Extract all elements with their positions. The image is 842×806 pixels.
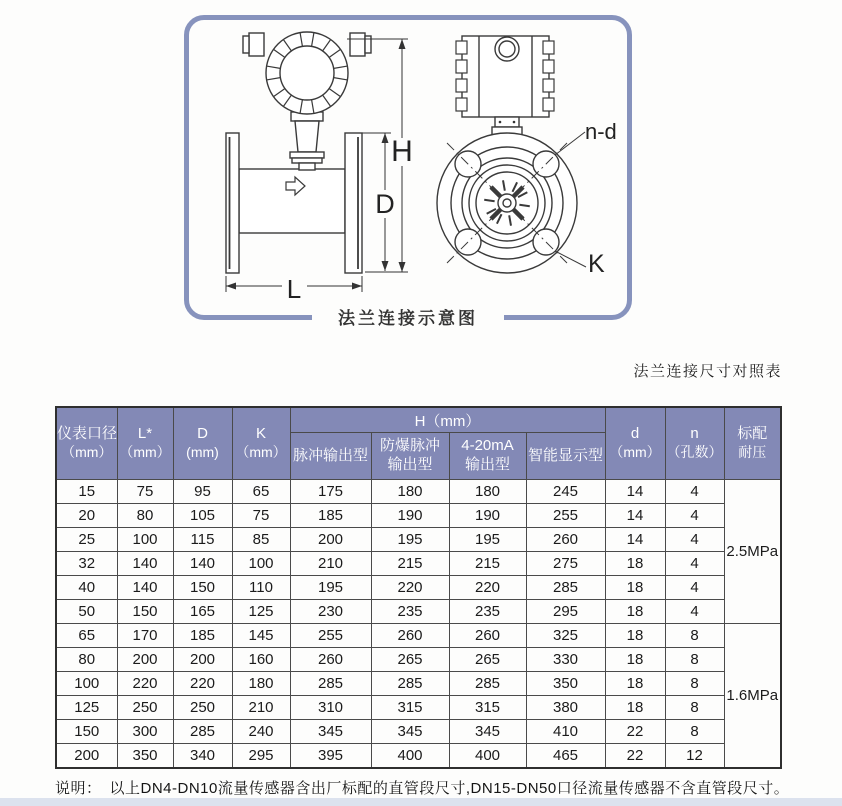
table-row: [56, 624, 781, 648]
bolt-circle-label: K: [588, 250, 605, 278]
header-l: L* （mm）: [117, 407, 173, 480]
dimension-label-h: H: [391, 135, 413, 168]
header-k: K （mm）: [232, 407, 290, 480]
table-cell: 175: [290, 480, 371, 504]
table-cell: 4: [665, 552, 724, 576]
table-cell: 75: [117, 480, 173, 504]
side-view: [226, 32, 371, 273]
right-flange: [345, 133, 362, 273]
table-cell: 410: [526, 720, 605, 744]
table-cell: 18: [605, 648, 665, 672]
table-cell: 210: [290, 552, 371, 576]
table-row: [56, 648, 781, 672]
table-cell: 300: [117, 720, 173, 744]
table-cell: 220: [173, 672, 232, 696]
table-cell: 180: [371, 480, 449, 504]
table-cell: 235: [449, 600, 526, 624]
table-cell: 22: [605, 744, 665, 769]
table-cell: 65: [232, 480, 290, 504]
table-cell: 85: [232, 528, 290, 552]
header-n: n （孔数）: [665, 407, 724, 480]
note: [55, 777, 789, 798]
table-cell: 310: [290, 696, 371, 720]
table-cell: 220: [117, 672, 173, 696]
table-cell: 255: [290, 624, 371, 648]
table-cell: 200: [117, 648, 173, 672]
table-cell: 125: [56, 696, 117, 720]
pressure-cell: 2.5MPa: [724, 480, 781, 624]
bolt-spec-label: n-d: [585, 119, 617, 144]
table-row: [56, 720, 781, 744]
table-cell: 340: [173, 744, 232, 769]
page-edge-shadow: [0, 798, 842, 806]
table-cell: 14: [605, 504, 665, 528]
table-cell: 315: [449, 696, 526, 720]
table-cell: 18: [605, 696, 665, 720]
header-smart-type: 智能显示型: [526, 433, 605, 480]
table-cell: 285: [290, 672, 371, 696]
table-cell: 150: [56, 720, 117, 744]
table-cell: 8: [665, 672, 724, 696]
table-cell: 100: [232, 552, 290, 576]
table-cell: 400: [371, 744, 449, 769]
table-cell: 285: [371, 672, 449, 696]
table-cell: 4: [665, 576, 724, 600]
header-pressure: 标配 耐压: [724, 407, 781, 480]
table-cell: 465: [526, 744, 605, 769]
table-cell: 285: [526, 576, 605, 600]
header-exproof-type: 防爆脉冲 输出型: [371, 433, 449, 480]
note-text: 以上DN4-DN10流量传感器含出厂标配的直管段尺寸,DN15-DN50口径流量传感器不含直管段尺寸。: [109, 780, 790, 797]
table-cell: 285: [173, 720, 232, 744]
table-cell: 115: [173, 528, 232, 552]
table-cell: 295: [232, 744, 290, 769]
table-cell: 395: [290, 744, 371, 769]
table-cell: 230: [290, 600, 371, 624]
transmitter-stem: [290, 112, 324, 170]
dimension-label-l: L: [286, 274, 302, 304]
table-row: [56, 600, 781, 624]
table-cell: 4: [665, 528, 724, 552]
table-cell: 4: [665, 504, 724, 528]
table-cell: 195: [371, 528, 449, 552]
table-cell: 255: [526, 504, 605, 528]
header-420ma-type: 4-20mA 输出型: [449, 433, 526, 480]
table-row: [56, 576, 781, 600]
table-cell: 14: [605, 528, 665, 552]
header-bore: 仪表口径 （mm）: [56, 407, 117, 480]
table-cell: 8: [665, 648, 724, 672]
dimension-label-d: D: [375, 189, 395, 219]
table-cell: 140: [173, 552, 232, 576]
table-cell: 200: [290, 528, 371, 552]
table-cell: 25: [56, 528, 117, 552]
table-cell: 8: [665, 696, 724, 720]
header-d-flange: D (mm): [173, 407, 232, 480]
table-cell: 150: [117, 600, 173, 624]
table-cell: 40: [56, 576, 117, 600]
table-cell: 185: [173, 624, 232, 648]
flowmeter-drawing: [189, 20, 627, 315]
table-cell: 18: [605, 624, 665, 648]
table-cell: 265: [449, 648, 526, 672]
pressure-cell: 1.6MPa: [724, 624, 781, 769]
table-cell: 215: [371, 552, 449, 576]
table-cell: 100: [117, 528, 173, 552]
table-row: [56, 696, 781, 720]
table-cell: 345: [371, 720, 449, 744]
table-cell: 380: [526, 696, 605, 720]
table-cell: 315: [371, 696, 449, 720]
transmitter-head: [243, 32, 371, 114]
table-cell: 8: [665, 624, 724, 648]
table-cell: 65: [56, 624, 117, 648]
table-cell: 180: [449, 480, 526, 504]
table-cell: 260: [371, 624, 449, 648]
diagram-caption: 法兰连接示意图: [312, 304, 504, 329]
table-cell: 220: [449, 576, 526, 600]
table-cell: 350: [526, 672, 605, 696]
table-cell: 4: [665, 600, 724, 624]
table-cell: 95: [173, 480, 232, 504]
table-cell: 260: [449, 624, 526, 648]
table-cell: 80: [117, 504, 173, 528]
table-body: [56, 480, 781, 769]
table-cell: 245: [526, 480, 605, 504]
table-row: [56, 528, 781, 552]
header-h-group: H（mm）: [290, 407, 605, 433]
table-cell: 235: [371, 600, 449, 624]
table-cell: 325: [526, 624, 605, 648]
table-cell: 400: [449, 744, 526, 769]
table-cell: 330: [526, 648, 605, 672]
table-cell: 165: [173, 600, 232, 624]
note-prefix: 说明：: [55, 780, 102, 797]
table-cell: 240: [232, 720, 290, 744]
table-cell: 260: [290, 648, 371, 672]
front-view: [437, 36, 586, 273]
table-cell: 295: [526, 600, 605, 624]
table-cell: 14: [605, 480, 665, 504]
table-cell: 18: [605, 600, 665, 624]
header-pulse-type: 脉冲输出型: [290, 433, 371, 480]
table-cell: 275: [526, 552, 605, 576]
table-cell: 210: [232, 696, 290, 720]
table-cell: 12: [665, 744, 724, 769]
table-cell: 180: [232, 672, 290, 696]
table-cell: 50: [56, 600, 117, 624]
flange-dimension-table: [55, 406, 782, 769]
table-cell: 100: [56, 672, 117, 696]
table-cell: 265: [371, 648, 449, 672]
table-cell: 345: [290, 720, 371, 744]
table-row: [56, 552, 781, 576]
table-cell: 220: [371, 576, 449, 600]
flange-diagram-frame: [184, 15, 632, 328]
table-cell: 170: [117, 624, 173, 648]
table-cell: 215: [449, 552, 526, 576]
table-cell: 185: [290, 504, 371, 528]
table-cell: 285: [449, 672, 526, 696]
table-cell: 80: [56, 648, 117, 672]
table-cell: 105: [173, 504, 232, 528]
pipe-body: [239, 169, 345, 233]
table-row: [56, 504, 781, 528]
left-flange: [226, 133, 239, 273]
table-cell: 200: [56, 744, 117, 769]
table-cell: 140: [117, 552, 173, 576]
table-cell: 350: [117, 744, 173, 769]
table-cell: 22: [605, 720, 665, 744]
table-cell: 32: [56, 552, 117, 576]
table-cell: 150: [173, 576, 232, 600]
table-cell: 345: [449, 720, 526, 744]
table-header: [56, 407, 781, 480]
table-row: [56, 672, 781, 696]
table-cell: 8: [665, 720, 724, 744]
table-cell: 125: [232, 600, 290, 624]
table-cell: 18: [605, 552, 665, 576]
table-row: [56, 480, 781, 504]
table-cell: 18: [605, 576, 665, 600]
table-cell: 250: [117, 696, 173, 720]
table-cell: 200: [173, 648, 232, 672]
table-cell: 4: [665, 480, 724, 504]
table-cell: 195: [449, 528, 526, 552]
table-row: [56, 744, 781, 769]
table-cell: 20: [56, 504, 117, 528]
table-cell: 195: [290, 576, 371, 600]
table-cell: 160: [232, 648, 290, 672]
header-d-bolt: d （mm）: [605, 407, 665, 480]
table-cell: 18: [605, 672, 665, 696]
table-cell: 145: [232, 624, 290, 648]
table-cell: 250: [173, 696, 232, 720]
table-title: 法兰连接尺寸对照表: [633, 363, 782, 380]
table-cell: 110: [232, 576, 290, 600]
table-cell: 190: [449, 504, 526, 528]
table-cell: 140: [117, 576, 173, 600]
table-cell: 15: [56, 480, 117, 504]
table-cell: 75: [232, 504, 290, 528]
table-cell: 260: [526, 528, 605, 552]
table-cell: 190: [371, 504, 449, 528]
